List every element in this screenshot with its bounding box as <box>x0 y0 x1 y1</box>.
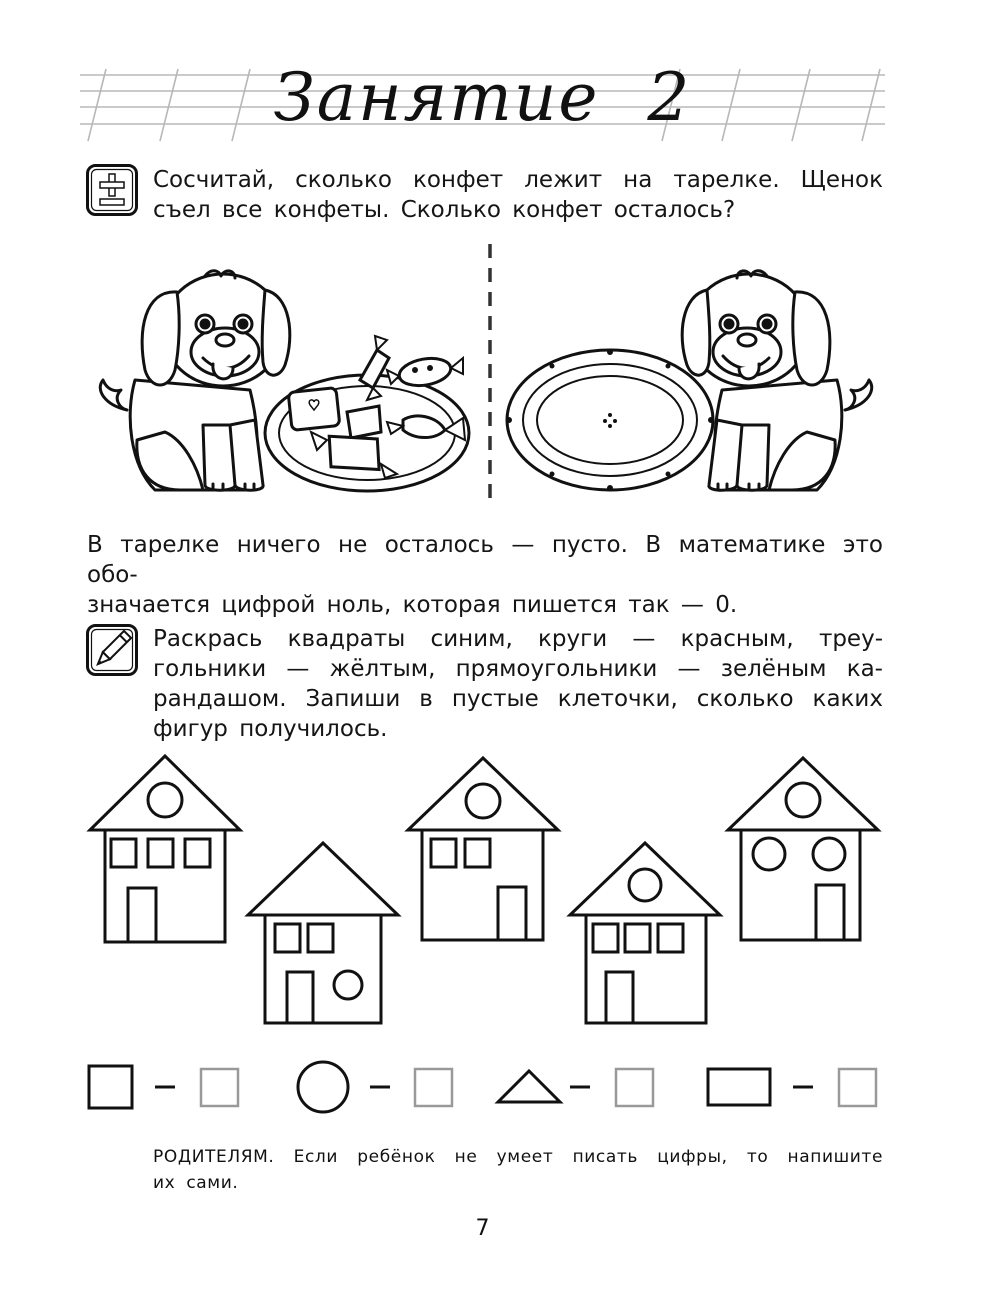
parents-note-line: РОДИТЕЛЯМ. Если ребёнок не умеет писать цифры, то напишите <box>153 1147 883 1167</box>
task2-line: рандашом. Запиши в пустые клеточки, сколько каких <box>153 686 883 712</box>
answer-box-triangles[interactable] <box>616 1069 653 1106</box>
right-puppy-icon <box>682 271 872 491</box>
answer-box-squares[interactable] <box>201 1069 238 1106</box>
task2-text <box>153 624 883 744</box>
task2-line: Раскрась квадраты синим, круги — красным, треу- <box>153 626 883 652</box>
lesson-title <box>80 59 885 136</box>
parents-note <box>153 1144 883 1196</box>
house-icon <box>248 843 398 1023</box>
left-puppy-icon <box>100 271 290 491</box>
explanation-line: В тарелке ничего не осталось — пусто. В математике это обо- <box>87 532 883 588</box>
house-icon <box>728 758 878 940</box>
parents-note-line: их сами. <box>153 1173 239 1193</box>
lesson-title-word: Занятие <box>273 59 600 136</box>
empty-plate-icon <box>506 349 714 491</box>
house-icon <box>408 758 558 940</box>
rectangle-shape-icon <box>708 1069 770 1105</box>
answer-box-rectangles[interactable] <box>839 1069 876 1106</box>
pencil-icon <box>86 624 138 676</box>
task2-line: фигур получилось. <box>153 716 388 742</box>
explanation-line: значается цифрой ноль, которая пишется так — 0. <box>87 592 738 618</box>
plus-minus-icon <box>86 164 138 216</box>
house-icon <box>570 843 720 1023</box>
page-number: 7 <box>475 1216 490 1241</box>
square-shape-icon <box>89 1066 132 1108</box>
triangle-shape-icon <box>498 1071 560 1102</box>
houses-illustration <box>80 750 890 1030</box>
answer-row <box>80 1055 890 1119</box>
task1-text <box>153 165 883 225</box>
puppy-plates-illustration <box>85 240 895 502</box>
house-icon <box>90 756 240 942</box>
task2-line: гольники — жёлтым, прямоугольники — зелёным ка- <box>153 656 883 682</box>
plate-with-candies-icon <box>265 336 469 491</box>
task1-line: съел все конфеты. Сколько конфет осталось? <box>153 197 736 223</box>
circle-shape-icon <box>298 1062 348 1112</box>
lesson-title-area <box>80 55 885 145</box>
task1-line: Сосчитай, сколько конфет лежит на тарелке. Щенок <box>153 167 883 193</box>
zero-explanation <box>87 530 883 620</box>
answer-box-circles[interactable] <box>415 1069 452 1106</box>
lesson-number: 2 <box>647 59 692 136</box>
